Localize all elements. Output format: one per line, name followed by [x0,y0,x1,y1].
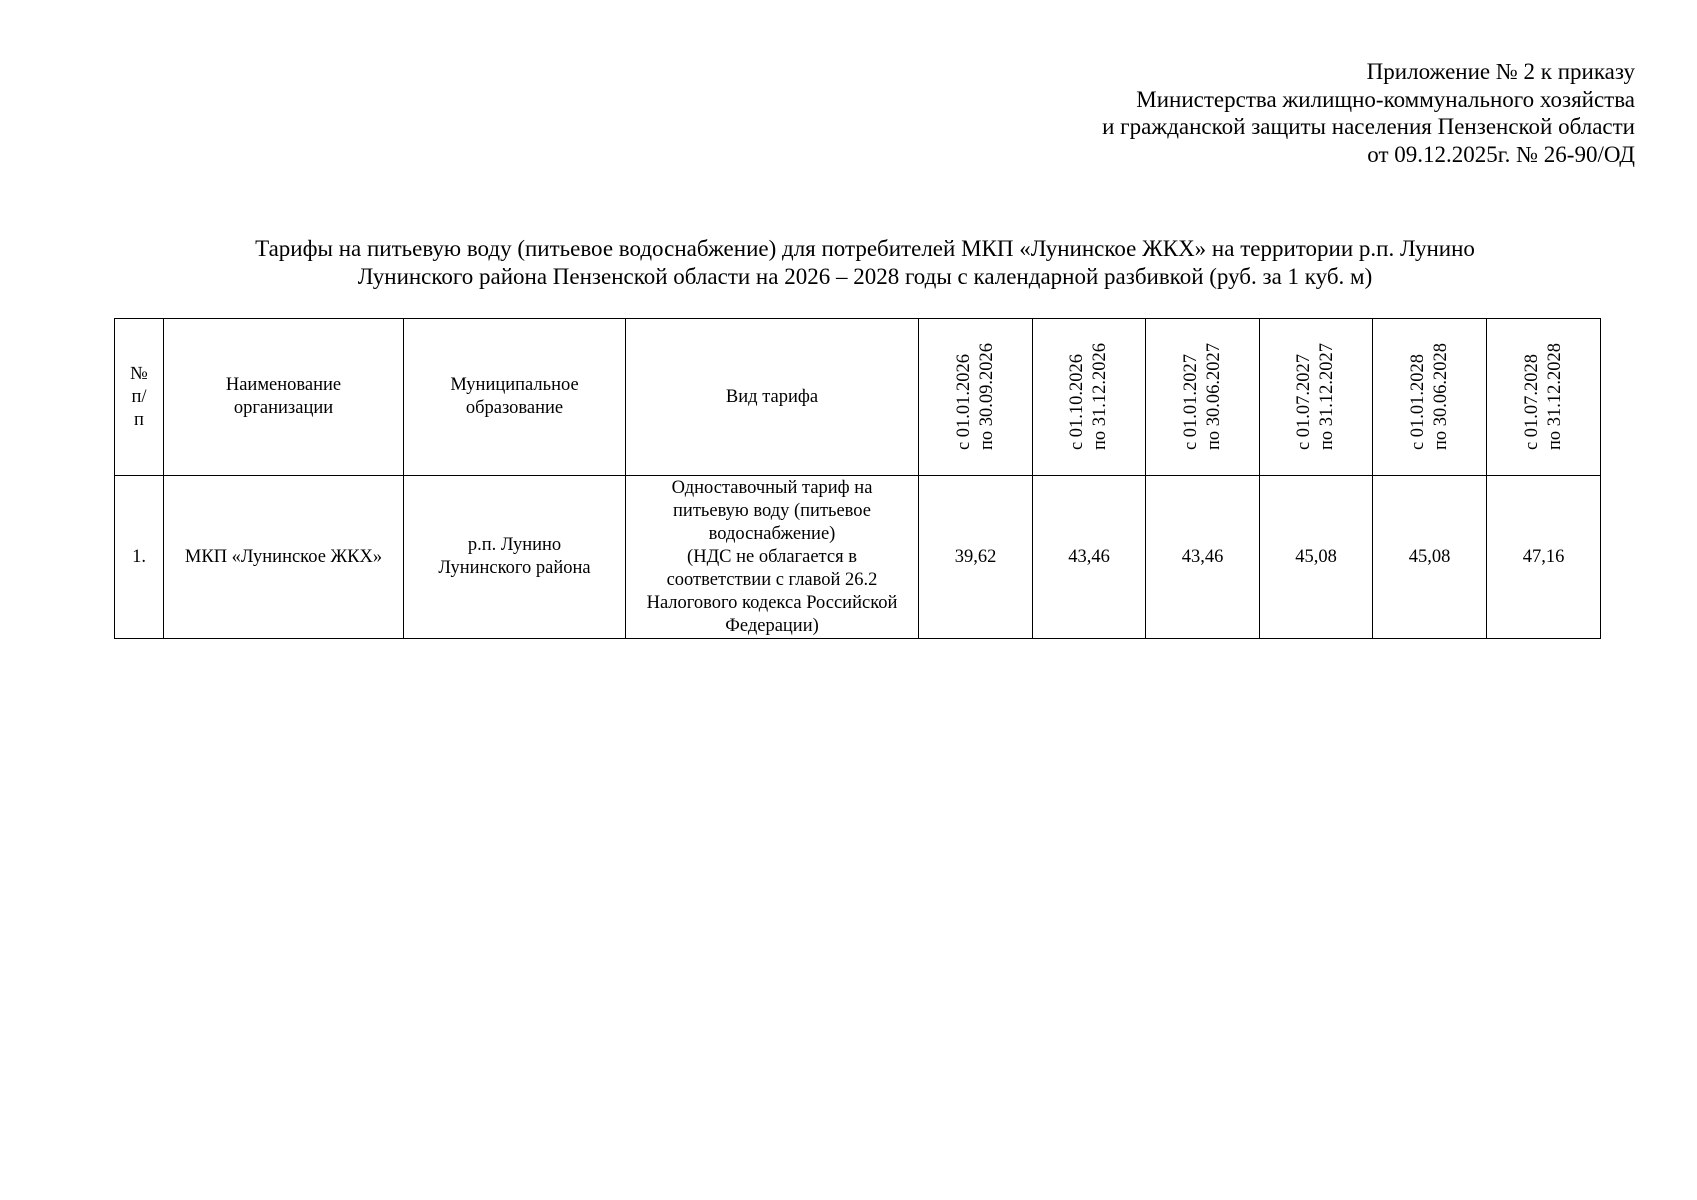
row-value-period-2: 43,46 [1033,476,1146,639]
header-period-1: с 01.01.2026 по 30.09.2026 [919,319,1033,476]
header-line-1: Приложение № 2 к приказу [1366,59,1635,84]
row-value-period-3: 43,46 [1146,476,1260,639]
header-tariff-type: Вид тарифа [626,319,919,476]
header-period-5: с 01.01.2028 по 30.06.2028 [1373,319,1487,476]
header-period-2: с 01.10.2026 по 31.12.2026 [1033,319,1146,476]
header-num: № п/ п [115,319,164,476]
header-line-2: Министерства жилищно-коммунального хозяйства [1136,86,1635,112]
table-row [115,476,1601,639]
header-line-4: от 09.12.2025г. № 26-90/ОД [1367,141,1635,167]
row-value-period-5: 45,08 [1373,476,1487,639]
title-line-1: Тарифы на питьевую воду (питьевое водоснабжение) для потребителей МКП «Лунинское ЖКХ» на территории р.п. Лунино [255,236,1475,261]
header-line-3: и гражданской защиты населения Пензенской области [1102,114,1635,139]
header-period-3: с 01.01.2027 по 30.06.2027 [1146,319,1260,476]
header-period-4: с 01.07.2027 по 31.12.2027 [1260,319,1373,476]
table-header-row [115,319,1601,476]
row-tariff-type: Одноставочный тариф на питьевую воду (питьевое водоснабжение) (НДС не облагается в соответствии с главой 26.2 Налогового кодекса Российской Федерации) [626,476,919,639]
row-value-period-4: 45,08 [1260,476,1373,639]
tariff-table [114,318,1601,639]
row-num: 1. [115,476,164,639]
row-value-period-1: 39,62 [919,476,1033,639]
order-reference-block [1102,58,1635,168]
title-line-2: Лунинского района Пензенской области на 2026 – 2028 годы с календарной разбивкой (руб. за 1 куб. м) [357,264,1373,289]
row-municipality: р.п. Лунино Лунинского района [404,476,626,639]
header-organization: Наименование организации [164,319,404,476]
row-organization: МКП «Лунинское ЖКХ» [164,476,404,639]
row-value-period-6: 47,16 [1487,476,1601,639]
header-municipality: Муниципальное образование [404,319,626,476]
header-period-6: с 01.07.2028 по 31.12.2028 [1487,319,1601,476]
document-title [200,235,1530,291]
